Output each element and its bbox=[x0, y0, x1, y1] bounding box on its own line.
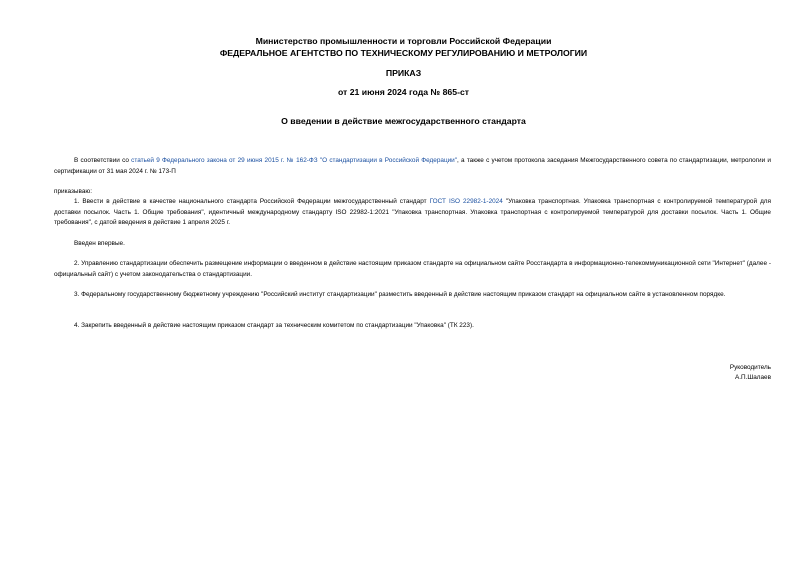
signatory-role: Руководитель bbox=[729, 364, 771, 371]
document-type: ПРИКАЗ bbox=[385, 68, 422, 78]
law-article-link[interactable]: статьей 9 Федерального закона от 29 июня 2015 г. № 162-ФЗ "О стандартизации в Российской Федерации" bbox=[131, 157, 458, 164]
signatory-name: А.П.Шалаев bbox=[734, 374, 771, 381]
order-word: приказываю: bbox=[54, 188, 92, 195]
item-1-prefix: 1. Ввести в действие в качестве национального стандарта Российской Федерации межгосударственный стандарт bbox=[74, 198, 430, 205]
item-1-suffix: "Упаковка транспортная. Упаковка транспортная с контролируемой температурой для доставки посылок. Часть 1. Общие требования", идентичный международному стандарту ISO 22982-1:2021 "Упаковка транспортная. Упаковка транспортная с контролируемой температурой для доставки посылок. Часть 1. Общие требования", с датой введения в действие 1 апреля 2025 г. bbox=[54, 198, 771, 226]
introduced-first-note: Введен впервые. bbox=[74, 240, 125, 247]
item-1-paragraph bbox=[54, 197, 771, 229]
item-2-paragraph: 2. Управлению стандартизации обеспечить размещение информации о введенном в действие настоящим приказом стандарте на официальном сайте Росстандарта в информационно-телекоммуникационной сети "Интернет" (далее - официальный сайт) с учетом законодательства о стандартизации. bbox=[54, 260, 771, 278]
ministry-name: Министерство промышленности и торговли Российской Федерации bbox=[255, 36, 552, 46]
intro-prefix: В соответствии со bbox=[74, 157, 132, 164]
item-3-paragraph: 3. Федеральному государственному бюджетному учреждению "Российский институт стандартизации" разместить введенный в действие настоящим приказом стандарт на официальном сайте в установленном порядке. bbox=[74, 291, 726, 298]
item-4-paragraph: 4. Закрепить введенный в действие настоящим приказом стандарт за техническим комитетом по стандартизации "Упаковка" (ТК 223). bbox=[74, 322, 474, 329]
document-date-number: от 21 июня 2024 года № 865-ст bbox=[337, 87, 470, 97]
intro-suffix: , а также с учетом протокола заседания Межгосударственного совета по стандартизации, метрологии и сертификации от 31 мая 2024 г. № 173-П bbox=[54, 157, 772, 175]
agency-name: ФЕДЕРАЛЬНОЕ АГЕНТСТВО ПО ТЕХНИЧЕСКОМУ РЕГУЛИРОВАНИЮ И МЕТРОЛОГИИ bbox=[219, 48, 588, 58]
intro-paragraph bbox=[54, 156, 771, 177]
document-title: О введении в действие межгосударственного стандарта bbox=[281, 116, 526, 126]
gost-standard-link[interactable]: ГОСТ ISO 22982-1-2024 bbox=[429, 198, 503, 205]
